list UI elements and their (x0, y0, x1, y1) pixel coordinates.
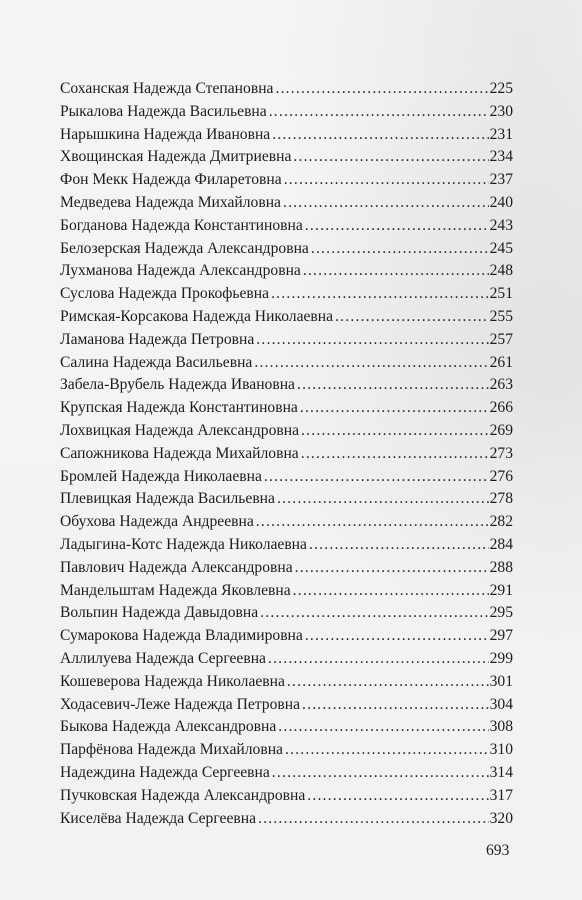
toc-entry-name: Сапожникова Надежда Михайловна (60, 444, 299, 462)
dot-leader (335, 306, 489, 329)
toc-entry-name: Нарышкина Надежда Ивановна (60, 125, 271, 143)
toc-entry-name: Крупская Надежда Константиновна (60, 399, 298, 417)
dot-leader (301, 443, 489, 466)
toc-entry (60, 443, 513, 466)
toc-entry (60, 716, 513, 739)
toc-entry-name: Римская-Корсакова Надежда Николаевна (60, 307, 334, 325)
dot-leader (271, 283, 489, 306)
toc-entry-name: Плевицкая Надежда Васильевна (60, 490, 275, 508)
toc-entry (60, 124, 513, 147)
toc-entry-page: 248 (489, 262, 513, 280)
toc-entry-name: Медведева Надежда Михайловна (60, 193, 281, 211)
toc-entry-name: Надеждина Надежда Сергеевна (60, 763, 270, 781)
dot-leader (268, 648, 489, 671)
toc-entry-name: Обухова Надежда Андреевна (60, 513, 254, 531)
toc-entry-page: 317 (489, 786, 513, 804)
toc-entry-page: 225 (489, 80, 513, 97)
toc-entry (60, 146, 513, 169)
toc-entry-page: 314 (489, 763, 513, 781)
dot-leader (285, 739, 489, 762)
dot-leader (293, 580, 489, 603)
toc-entry-page: 297 (489, 627, 513, 645)
toc-entry-page: 284 (489, 535, 513, 553)
toc-entry (60, 625, 513, 648)
toc-entry-name: Ладыгина-Котс Надежда Николаевна (60, 535, 307, 553)
toc-entry-name: Вольпин Надежда Давыдовна (60, 604, 259, 622)
toc-entry-name: Хвощинская Надежда Дмитриевна (60, 148, 292, 166)
toc-entry (60, 580, 513, 603)
toc-entry (60, 671, 513, 694)
toc-entry (60, 557, 513, 580)
toc-entry (60, 808, 513, 831)
toc-entry-page: 237 (489, 171, 513, 189)
toc-entry-page: 266 (489, 399, 513, 417)
toc-entry-page: 282 (489, 513, 513, 531)
toc-entry-page: 243 (489, 216, 513, 234)
toc-entry-page: 234 (489, 148, 513, 166)
toc-entry-name: Аллилуева Надежда Сергеевна (60, 649, 266, 667)
toc-entry-name: Суслова Надежда Прокофьевна (60, 285, 270, 303)
toc-entry-page: 231 (489, 125, 513, 143)
toc-entry (60, 238, 513, 261)
toc-entry-name: Ламанова Надежда Петровна (60, 330, 255, 348)
dot-leader (301, 420, 489, 443)
toc-entry-page: 299 (489, 649, 513, 667)
toc-entry (60, 306, 513, 329)
dot-leader (305, 215, 489, 238)
toc-entry (60, 420, 513, 443)
toc-entry (60, 602, 513, 625)
dot-leader (295, 557, 489, 580)
toc-entry-name: Киселёва Надежда Сергеевна (60, 809, 256, 827)
dot-leader (311, 238, 489, 261)
toc-entry-page: 255 (489, 307, 513, 325)
toc-entry-page: 308 (489, 718, 513, 736)
dot-leader (278, 716, 488, 739)
toc-entry (60, 397, 513, 420)
dot-leader (284, 169, 489, 192)
toc-entry (60, 488, 513, 511)
toc-entry-name: Салина Надежда Васильевна (60, 353, 253, 371)
toc-entry (60, 648, 513, 671)
dot-leader (269, 101, 489, 124)
toc-entry-page: 291 (489, 581, 513, 599)
toc-entry (60, 374, 513, 397)
dot-leader (275, 78, 488, 101)
toc-entry-page: 269 (489, 421, 513, 439)
dot-leader (302, 694, 489, 717)
dot-leader (264, 466, 489, 489)
toc-entry-name: Лохвицкая Надежда Александровна (60, 421, 300, 439)
toc-entry (60, 511, 513, 534)
toc-entry-name: Лухманова Надежда Александровна (60, 262, 301, 280)
toc-entry (60, 260, 513, 283)
dot-leader (272, 124, 488, 147)
toc-entry-page: 304 (489, 695, 513, 713)
toc-entry-page: 257 (489, 330, 513, 348)
toc-entry-name: Пучковская Надежда Александровна (60, 786, 306, 804)
toc-entry-name: Мандельштам Надежда Яковлевна (60, 581, 291, 599)
toc-entry (60, 534, 513, 557)
dot-leader (309, 534, 489, 557)
dot-leader (258, 808, 489, 831)
toc-entry-page: 310 (489, 741, 513, 759)
dot-leader (300, 397, 489, 420)
toc-entry-page: 288 (489, 558, 513, 576)
toc-entry-name: Павлович Надежда Александровна (60, 558, 293, 576)
dot-leader (303, 260, 489, 283)
dot-leader (287, 671, 489, 694)
dot-leader (256, 511, 489, 534)
toc-entry (60, 329, 513, 352)
table-of-contents (60, 78, 513, 830)
toc-entry (60, 283, 513, 306)
toc-entry-name: Богданова Надежда Константиновна (60, 216, 303, 234)
toc-entry-name: Ходасевич-Леже Надежда Петровна (60, 695, 301, 713)
dot-leader (307, 785, 488, 808)
dot-leader (272, 762, 489, 785)
toc-entry (60, 169, 513, 192)
toc-entry-page: 263 (489, 376, 513, 394)
toc-entry-page: 245 (489, 239, 513, 257)
toc-entry (60, 192, 513, 215)
toc-entry-name: Рыкалова Надежда Васильевна (60, 102, 267, 120)
toc-entry (60, 694, 513, 717)
dot-leader (256, 329, 488, 352)
toc-entry-name: Забела-Врубель Надежда Ивановна (60, 376, 295, 394)
dot-leader (293, 146, 488, 169)
toc-entry-page: 320 (489, 809, 513, 827)
toc-entry-page: 240 (489, 193, 513, 211)
toc-entry-page: 295 (489, 604, 513, 622)
toc-entry (60, 215, 513, 238)
toc-entry-name: Белозерская Надежда Александровна (60, 239, 309, 257)
dot-leader (297, 374, 489, 397)
toc-entry-page: 273 (489, 444, 513, 462)
dot-leader (283, 192, 489, 215)
toc-entry-page: 261 (489, 353, 513, 371)
dot-leader (277, 488, 489, 511)
toc-entry (60, 785, 513, 808)
toc-entry (60, 466, 513, 489)
dot-leader (305, 625, 489, 648)
toc-entry (60, 78, 513, 101)
toc-entry-page: 301 (489, 672, 513, 690)
toc-entry (60, 739, 513, 762)
toc-entry-name: Сумарокова Надежда Владимировна (60, 627, 303, 645)
toc-entry-page: 276 (489, 467, 513, 485)
toc-entry-name: Бромлей Надежда Николаевна (60, 467, 262, 485)
toc-entry-name: Быкова Надежда Александровна (60, 718, 277, 736)
toc-entry-name: Фон Мекк Надежда Филаретовна (60, 171, 282, 189)
toc-entry-page: 251 (489, 285, 513, 303)
page-number: 693 (486, 842, 510, 859)
toc-entry (60, 762, 513, 785)
dot-leader (254, 352, 488, 375)
toc-entry (60, 101, 513, 124)
toc-entry (60, 352, 513, 375)
toc-entry-page: 278 (489, 490, 513, 508)
toc-entry-name: Соханская Надежда Степановна (60, 80, 274, 97)
toc-entry-name: Парфёнова Надежда Михайловна (60, 741, 283, 759)
toc-entry-name: Кошеверова Надежда Николаевна (60, 672, 285, 690)
dot-leader (260, 602, 488, 625)
toc-entry-page: 230 (489, 102, 513, 120)
